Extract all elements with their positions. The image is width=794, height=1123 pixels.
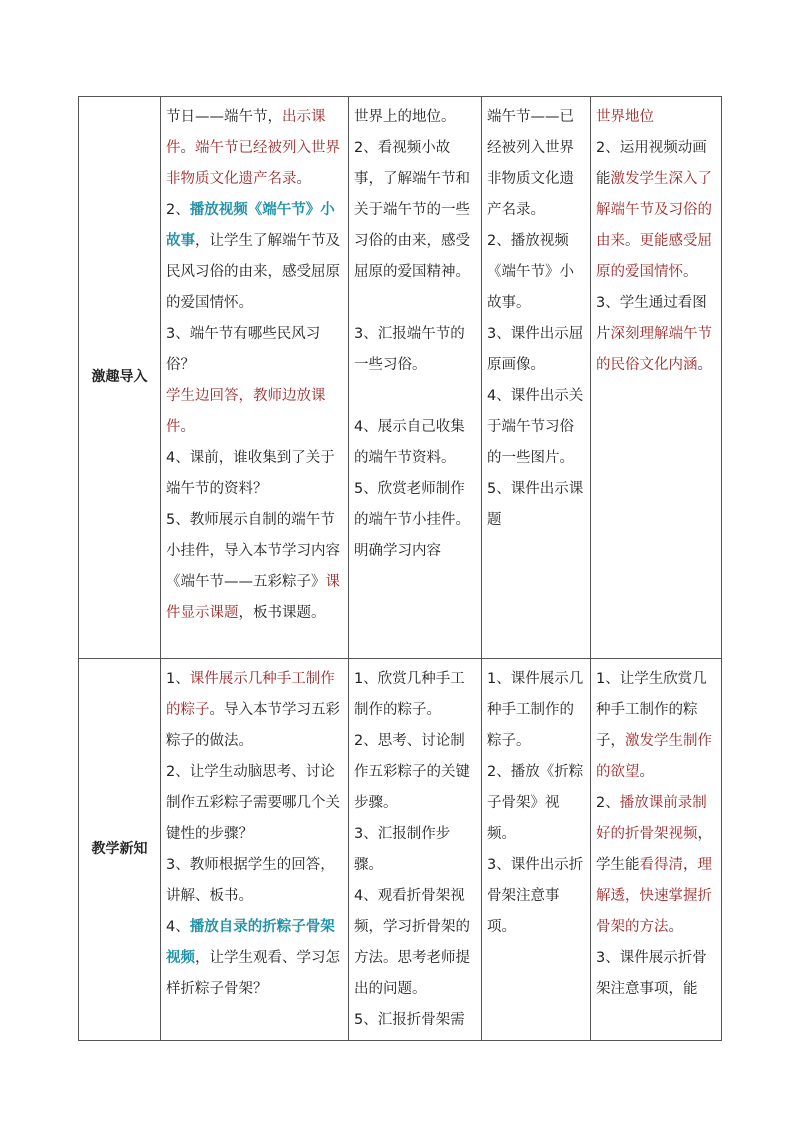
cell-paragraph: [354, 412, 476, 474]
cell-paragraph: [487, 226, 585, 319]
cell-paragraph: [166, 443, 343, 505]
text-run: 节日——端午节，: [166, 109, 282, 125]
text-run: 。导入本节学习五彩粽子的做法。: [166, 702, 340, 749]
text-run: 播放视频《端午节》小故事: [166, 202, 335, 249]
teacher-activity-cell: [161, 97, 349, 659]
text-run: 深刻理解端午节的民俗文化内涵: [596, 326, 712, 373]
cell-paragraph: [354, 133, 476, 288]
media-use-cell: [482, 97, 591, 659]
text-run: 世界上的地位。: [354, 109, 456, 125]
cell-paragraph: [354, 319, 476, 381]
text-run: ，让学生了解端午节及民风习俗的由来，感受屈原的爱国情怀。: [166, 233, 340, 311]
cell-paragraph: [354, 474, 476, 567]
text-run: 看得清: [639, 857, 683, 873]
text-run: 播放课前录制好的折骨架视频: [596, 795, 707, 842]
cell-paragraph: [354, 664, 476, 726]
cell-paragraph: [487, 381, 585, 474]
row-label-intro: 激趣导入: [79, 97, 161, 659]
text-run: 。: [296, 171, 311, 187]
cell-paragraph: [487, 757, 585, 850]
text-run: ，学生能: [596, 826, 712, 873]
text-run: 3、汇报端午节的一些习俗。: [354, 326, 465, 373]
text-run: 2、让学生动脑思考、讨论制作五彩粽子需要哪几个关键性的步骤？: [166, 764, 340, 842]
text-run: 激发学生制作的欲望: [596, 733, 712, 780]
text-run: 5、课件出示课题: [487, 481, 584, 528]
text-run: 激发学生深入了解端午节及习俗的由来: [596, 171, 712, 249]
text-run: 3、端午节有哪些民风习俗？: [166, 326, 321, 373]
cell-paragraph: [166, 319, 343, 381]
text-run: 3、课件出示屈原画像。: [487, 326, 584, 373]
text-run: 1、课件展示几种手工制作的粽子。: [487, 671, 584, 749]
text-run: ，让学生观看、学习怎样折粽子骨架？: [166, 950, 340, 997]
text-run: 2、思考、讨论制作五彩粽子的关键步骤。: [354, 733, 470, 811]
text-run: 2、: [596, 795, 620, 811]
cell-spacer: [354, 288, 476, 319]
text-run: 端午节——已经被列入世界非物质文化遗产名录。: [487, 109, 574, 218]
cell-paragraph: [166, 850, 343, 912]
text-run: 。: [625, 233, 640, 249]
student-activity-cell: [349, 97, 482, 659]
text-run: 。: [639, 764, 654, 780]
cell-paragraph: [354, 102, 476, 133]
cell-paragraph: [166, 912, 343, 1005]
cell-paragraph: [596, 788, 716, 943]
text-run: 4、展示自己收集的端午节资料。: [354, 419, 465, 466]
cell-paragraph: [596, 664, 716, 788]
row-label-new-knowledge: 教学新知: [79, 659, 161, 1041]
text-run: 端午节已经被列入世界非物质文化遗产名录: [166, 140, 340, 187]
cell-paragraph: [166, 381, 343, 443]
text-run: 4、课件出示关于端午节习俗的一些图片。: [487, 388, 584, 466]
text-run: 2、播放《折粽子骨架》视频。: [487, 764, 584, 842]
cell-paragraph: [596, 943, 716, 1005]
cell-paragraph: [487, 102, 585, 226]
table-row: [79, 659, 722, 1041]
text-run: 4、课前，谁收集到了关于端午节的资料？: [166, 450, 335, 497]
cell-spacer: [354, 381, 476, 412]
text-run: 3、课件展示折骨架注意事项，能: [596, 950, 707, 997]
cell-paragraph: [596, 133, 716, 288]
cell-paragraph: [487, 474, 585, 536]
text-run: 3、课件出示折骨架注意事项。: [487, 857, 584, 935]
lesson-plan-table: [78, 96, 722, 1041]
text-run: 课件展示几种手工制作的粽子: [166, 671, 335, 718]
text-run: 1、让学生欣赏几种手工制作的粽子，: [596, 671, 707, 749]
student-activity-cell: [349, 659, 482, 1041]
text-run: ，板书课题。: [238, 605, 326, 621]
text-run: 2、运用视频动画能: [596, 140, 707, 187]
design-intent-cell: [591, 659, 722, 1041]
text-run: 4、观看折骨架视频，学习折骨架的方法。思考老师提出的问题。: [354, 888, 470, 997]
cell-paragraph: [166, 757, 343, 850]
text-run: 2、播放视频《端午节》小故事。: [487, 233, 574, 311]
cell-paragraph: [596, 288, 716, 381]
cell-paragraph: [354, 726, 476, 819]
cell-paragraph: [166, 102, 343, 195]
text-run: 更能感受屈原的爱国情怀: [596, 233, 712, 280]
text-run: 出示课件: [166, 109, 326, 156]
cell-paragraph: [487, 664, 585, 757]
text-run: 3、教师根据学生的回答，讲解、板书。: [166, 857, 335, 904]
text-run: 2、看视频小故事，了解端午节和关于端午节的一些习俗的由来，感受屈原的爱国精神。: [354, 140, 470, 280]
text-run: 。: [683, 264, 698, 280]
text-run: 5、欣赏老师制作的端午节小挂件。明确学习内容: [354, 481, 470, 559]
text-run: 。: [668, 919, 683, 935]
cell-paragraph: [487, 850, 585, 943]
text-run: 课件显示课题: [166, 574, 340, 621]
text-run: 5、汇报折骨架需: [354, 1012, 465, 1028]
text-run: 理解透，快速掌握折骨架的方法: [596, 857, 712, 935]
text-run: 1、欣赏几种手工制作的粽子。: [354, 671, 465, 718]
cell-paragraph: [596, 102, 716, 133]
cell-paragraph: [354, 881, 476, 1005]
cell-paragraph: [487, 319, 585, 381]
text-run: 4、: [166, 919, 190, 935]
text-run: 播放自录的折粽子骨架视频: [166, 919, 335, 966]
text-run: 。: [697, 357, 712, 373]
text-run: 。: [180, 419, 195, 435]
teacher-activity-cell: [161, 659, 349, 1041]
text-run: 。: [180, 140, 195, 156]
cell-paragraph: [166, 664, 343, 757]
text-run: 学生边回答，教师边放课件: [166, 388, 326, 435]
cell-paragraph: [354, 1005, 476, 1036]
text-run: 3、学生通过看图片: [596, 295, 707, 342]
text-run: 1、: [166, 671, 190, 687]
table-row: [79, 97, 722, 659]
cell-paragraph: [354, 819, 476, 881]
text-run: 世界地位: [596, 109, 654, 125]
media-use-cell: [482, 659, 591, 1041]
text-run: 5、教师展示自制的端午节小挂件，导入本节学习内容《端午节——五彩粽子》: [166, 512, 340, 590]
cell-paragraph: [166, 505, 343, 629]
cell-paragraph: [166, 195, 343, 319]
text-run: ，: [683, 857, 698, 873]
text-run: 3、汇报制作步骤。: [354, 826, 451, 873]
design-intent-cell: [591, 97, 722, 659]
text-run: 2、: [166, 202, 190, 218]
